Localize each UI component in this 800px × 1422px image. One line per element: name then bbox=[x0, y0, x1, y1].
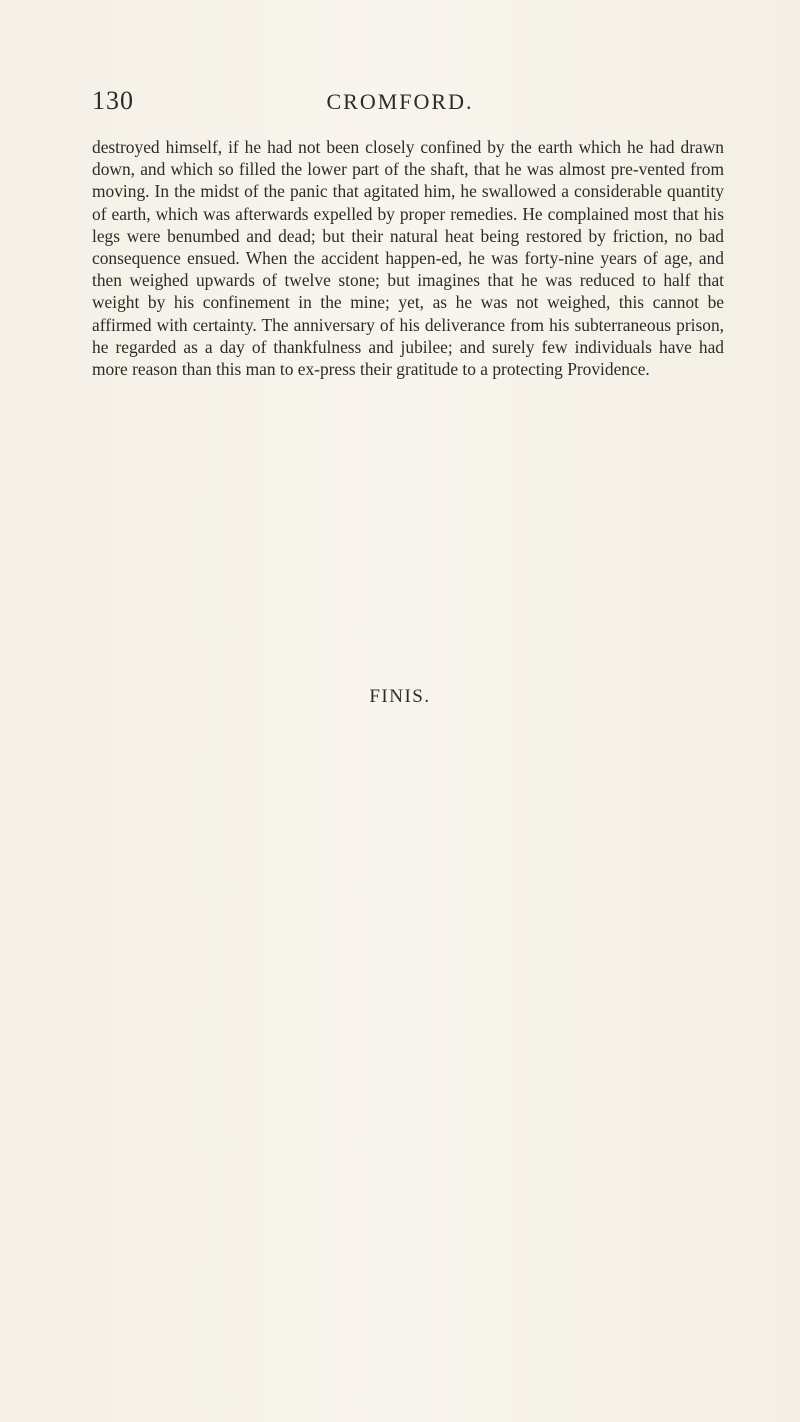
body-paragraph: destroyed himself, if he had not been closely confined by the earth which he had drawn down, and which so filled the lower part of the shaft, that he was almost pre-vented from moving. In the midst of the panic that agitated him, he swallowed a considerable quantity of earth, which was afterwards expelled by proper remedies. He complained most that his legs were benumbed and dead; but their natural heat being restored by friction, no bad consequence ensued. When the accident happen-ed, he was forty-nine years of age, and then weighed upwards of twelve stone; but imagines that he was reduced to half that weight by his confinement in the mine; yet, as he was not weighed, this cannot be affirmed with certainty. The anniversary of his deliverance from his subterraneous prison, he regarded as a day of thankfulness and jubilee; and surely few individuals have had more reason than this man to ex-press their gratitude to a protecting Providence. bbox=[92, 137, 724, 380]
finis-label: FINIS. bbox=[369, 686, 431, 707]
running-title: CROMFORD. bbox=[326, 89, 474, 114]
page-number: 130 bbox=[92, 86, 134, 115]
